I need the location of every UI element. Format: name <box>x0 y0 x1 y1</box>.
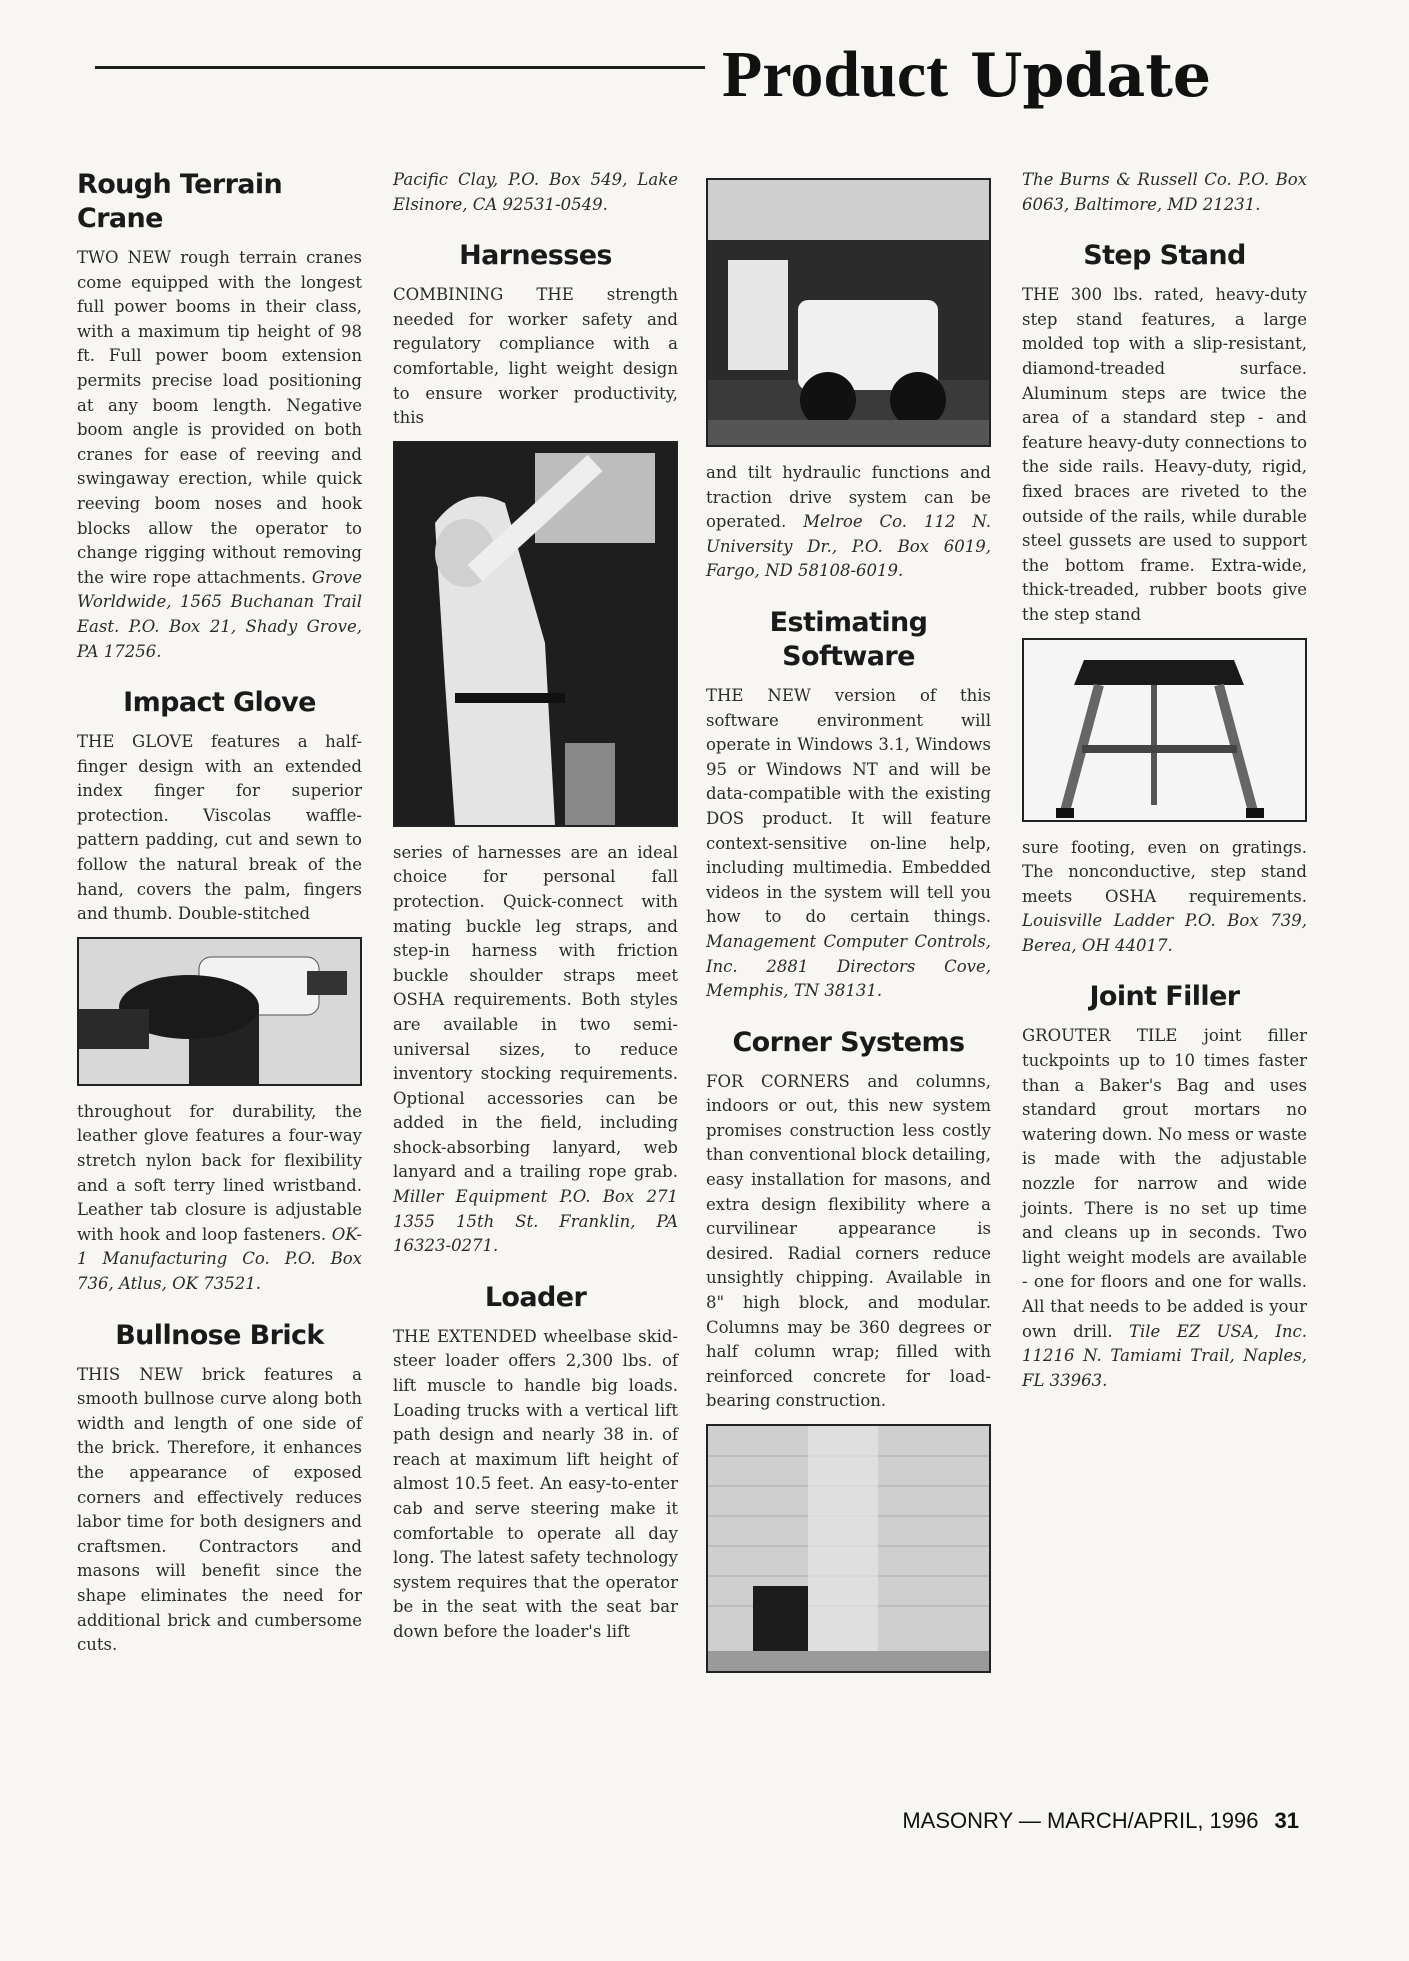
column-1 <box>77 168 362 1680</box>
page-footer <box>902 1808 1299 1834</box>
page-title: Product Update <box>722 38 1212 111</box>
article-heading: Loader <box>484 1281 587 1313</box>
article-bullnose-brick <box>77 1319 362 1658</box>
harness-photo <box>393 441 678 827</box>
article-body: THE GLOVE features a half-finger design with an extended index finger for superior protection. Viscolas waffle-pattern padding, cut and sewn to follow the natural break of the hand, covers the palm, fingers and thumb. Double-stitched <box>77 732 362 924</box>
article-body-cont: series of harnesses are an ideal choice for personal fall protection. Quick-connect with mating buckle leg straps, and step-in harness with friction buckle shoulder straps meet OSHA requirements. Both styles are available in two semi-universal sizes, to reduce inventory stocking requirements. Optional accessories can be added in the field, including shock-absorbing lanyard, web lanyard and a trailing rope grab. Miller Equipment P.O. Box 271 1355 15th St. Franklin, PA 16323-0271. <box>393 842 678 1256</box>
article-heading: Joint Filler <box>1089 981 1240 1013</box>
article-body: THE 300 lbs. rated, heavy-duty step stand features, a large molded top with a slip-resistant, diamond-treaded surface. Aluminum steps are twice the area of a standard step - and feature heavy-duty connections to the side rails. Heavy-duty, rigid, fixed braces are riveted to the outside of the rails, while durable steel gussets are used to support the bottom frame. Extra-wide, thick-treaded, rubber boots give the step stand <box>1022 285 1307 624</box>
article-source: The Burns & Russell Co. P.O. Box 6063, Baltimore, MD 21231. <box>1022 170 1307 214</box>
article-heading: Impact Glove <box>123 687 316 719</box>
column-4 <box>1022 168 1307 1415</box>
article-body-cont: and tilt hydraulic functions and traction drive system can be operated. Melroe Co. 112 N. University Dr., P.O. Box 6019, Fargo, ND 58108-6019. <box>706 463 991 581</box>
article-rough-terrain-crane <box>77 168 362 664</box>
article-body: FOR CORNERS and columns, indoors or out, this new system promises construction less costly than conventional block detailing, easy installation for masons, and extra design flexibility where a curvilinear appearance is desired. Radial corners reduce unsightly chipping. Available in 8" high block, and modular. Columns may be 360 degrees or half column wrap; filled with reinforced concrete for load-bearing construction. <box>706 1071 991 1411</box>
article-corner-systems-cont <box>1022 168 1307 217</box>
article-loader-cont <box>706 178 991 584</box>
article-impact-glove <box>77 686 362 1297</box>
article-heading: Step Stand <box>1083 240 1246 272</box>
article-body: TWO NEW rough terrain cranes come equipped with the longest full power booms in their class, with a maximum tip height of 98 ft. Full power boom extension permits precise load positioning at any boom length. Negative boom angle is provided on both cranes for ease of reeving and swingaway erection, while quick reeving boom noses and hook blocks allow the operator to change rigging without removing the wire rope attachments. Grove Worldwide, 1565 Buchanan Trail East. P.O. Box 21, Shady Grove, PA 17256. <box>77 248 362 661</box>
publication-info: MASONRY — MARCH/APRIL, 1996 <box>902 1808 1259 1833</box>
article-bullnose-brick-cont <box>393 168 678 217</box>
article-corner-systems <box>706 1026 991 1673</box>
article-joint-filler <box>1022 980 1307 1393</box>
loader-photo <box>706 178 991 447</box>
article-heading: Harnesses <box>459 240 612 272</box>
article-estimating-software <box>706 606 991 1004</box>
article-heading: Rough Terrain Crane <box>77 169 283 234</box>
glove-photo <box>77 937 362 1086</box>
column-2 <box>393 168 678 1667</box>
article-source: Pacific Clay, P.O. Box 549, Lake Elsinore, CA 92531-0549. <box>393 170 678 214</box>
article-body: THE EXTENDED wheelbase skid-steer loader offers 2,300 lbs. of lift muscle to handle big loads. Loading trucks with a vertical lift path design and nearly 38 in. of reach at maximum lift height of almost 10.5 feet. An easy-to-enter cab and serve steering make it comfortable to operate all day long. The latest safety technology system requires that the operator be in the seat with the seat bar down before the loader's lift <box>393 1326 678 1641</box>
article-harnesses <box>393 239 678 1259</box>
article-body: COMBINING THE strength needed for worker safety and regulatory compliance with a comfortable, light weight design to ensure worker productivity, this <box>393 285 678 428</box>
article-heading: Corner Systems <box>732 1026 965 1058</box>
article-body-cont: throughout for durability, the leather glove features a four-way stretch nylon back for flexibility and a soft terry lined wristband. Leather tab closure is adjustable with hook and loop fasteners. OK-1 Manufacturing Co. P.O. Box 736, Atlus, OK 73521. <box>77 1101 362 1293</box>
header-rule <box>95 66 705 69</box>
article-step-stand <box>1022 239 1307 958</box>
corner-photo <box>706 1424 991 1673</box>
article-body: GROUTER TILE joint filler tuckpoints up to 10 times faster than a Baker's Bag and uses standard grout mortars no watering down. No mess or waste is made with the adjustable nozzle for narrow and wide joints. There is no set up time and cleans up in seconds. Two light weight models are available - one for floors and one for walls. All that needs to be added is your own drill. Tile EZ USA, Inc. 11216 N. Tamiami Trail, Naples, FL 33963. <box>1022 1026 1307 1390</box>
article-body: THE NEW version of this software environment will operate in Windows 3.1, Windows 95 or Windows NT and will be data-compatible with the existing DOS product. It will feature context-sensitive on-line help, including multimedia. Embedded videos in the system will tell you how to do certain things. Management Computer Controls, Inc. 2881 Directors Cove, Memphis, TN 38131. <box>706 685 991 1001</box>
column-3 <box>706 168 991 1695</box>
article-body-cont: sure footing, even on gratings. The nonconductive, step stand meets OSHA requirements. Louisville Ladder P.O. Box 739, Berea, OH 44017. <box>1022 837 1307 955</box>
article-loader <box>393 1281 678 1645</box>
article-heading: Estimating Software <box>769 606 928 672</box>
article-heading: Bullnose Brick <box>115 1319 324 1351</box>
page-number: 31 <box>1274 1808 1299 1833</box>
step-stand-photo <box>1022 638 1307 822</box>
article-body: THIS NEW brick features a smooth bullnose curve along both width and length of one side of the brick. Therefore, it enhances the appearance of exposed corners and effectively reduces labor time for both designers and craftsmen. Contractors and masons will benefit since the shape eliminates the need for additional brick and cumbersome cuts. <box>77 1364 362 1655</box>
